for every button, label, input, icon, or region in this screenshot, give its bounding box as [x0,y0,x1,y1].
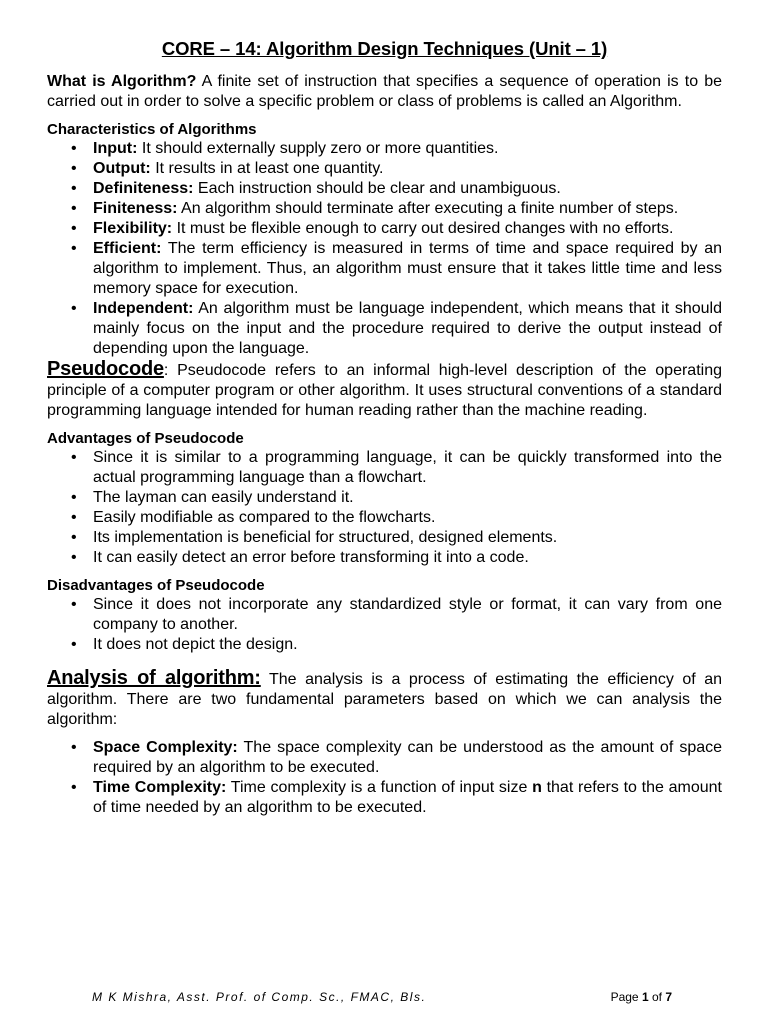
pseudocode-text: : Pseudocode refers to an informal high-level description of the operating principle of a computer program or other algorithm. It uses structural conventions of a standard programming language intended for human reading rather than the machine reading. [47,362,722,419]
list-item [47,738,722,778]
pseudocode-heading: Pseudocode [47,358,164,380]
item-label: Efficient: [93,240,162,257]
item-label: Flexibility: [93,220,173,237]
analysis-paragraph [47,668,722,730]
item-text: An algorithm should terminate after executing a finite number of steps. [177,200,679,217]
list-item [47,199,722,219]
analysis-text: The analysis is a process of estimating the efficiency of an algorithm. There are two fundamental parameters based on which we can analysis the algorithm: [47,671,722,728]
list-item [47,219,722,239]
list-item [47,159,722,179]
analysis-heading: Analysis of algorithm: [47,667,261,689]
item-text: Each instruction should be clear and unambiguous. [193,180,561,197]
characteristics-list [47,139,722,359]
page-total: 7 [665,990,672,1004]
item-label: Input: [93,140,138,157]
list-item [47,299,722,359]
item-text: An algorithm must be language independent, which means that it should mainly focus on the input and the procedure required to derive the output instead of depending upon the language. [93,300,722,357]
disadvantages-heading: Disadvantages of Pseudocode [47,577,265,594]
list-item [47,179,722,199]
footer-author: M K Mishra, Asst. Prof. of Comp. Sc., FMAC, Bls. [92,990,427,1004]
intro-label: What is Algorithm? [47,73,197,90]
page-title: CORE – 14: Algorithm Design Techniques (Unit – 1) [161,38,608,59]
item-label: Output: [93,160,151,177]
input-size-symbol: n [532,779,542,796]
item-label: Space Complexity: [93,739,238,756]
advantages-heading: Advantages of Pseudocode [47,430,244,447]
list-item: • Its implementation is beneficial for structured, designed elements. [47,528,722,548]
list-item: • It does not depict the design. [47,635,722,655]
document-page [47,38,722,818]
item-label: Finiteness: [93,200,178,217]
item-label: Time Complexity: [93,779,227,796]
item-text: It should externally supply zero or more quantities. [137,140,499,157]
item-text: It results in at least one quantity. [150,160,384,177]
intro-paragraph [47,72,722,112]
item-label: Definiteness: [93,180,194,197]
page-prefix: Page [610,990,642,1004]
disadvantages-list [47,595,722,655]
item-text: Time complexity is a function of input size [226,779,533,796]
analysis-list [47,738,722,818]
item-text: It must be flexible enough to carry out desired changes with no efforts. [172,220,674,237]
list-item: • Easily modifiable as compared to the flowcharts. [47,508,722,528]
characteristics-heading: Characteristics of Algorithms [47,121,257,138]
page-number [611,990,672,1004]
item-text: The term efficiency is measured in terms of time and space required by an algorithm to implement. Thus, an algorithm must ensure that it takes little time and less memory space for execution. [93,240,722,297]
list-item [47,139,722,159]
page-mid: of [648,990,666,1004]
list-item: • Since it is similar to a programming language, it can be quickly transformed into the actual programming language than a flowchart. [47,448,722,488]
list-item: • The layman can easily understand it. [47,488,722,508]
list-item [47,239,722,299]
list-item: • Since it does not incorporate any standardized style or format, it can vary from one company to another. [47,595,722,635]
intro-text: A finite set of instruction that specifies a sequence of operation is to be carried out in order to solve a specific problem or class of problems is called an Algorithm. [47,73,723,110]
list-item: • It can easily detect an error before transforming it into a code. [47,548,722,568]
item-text-after: that refers to the amount of time needed by an algorithm to be executed. [93,779,723,816]
list-item [47,778,722,818]
item-text: The space complexity can be understood as the amount of space required by an algorithm to be executed. [93,739,723,776]
item-label: Independent: [93,300,194,317]
advantages-list [47,448,722,568]
page-current: 1 [641,990,649,1004]
page-footer [92,990,672,1008]
pseudocode-paragraph [47,359,722,421]
